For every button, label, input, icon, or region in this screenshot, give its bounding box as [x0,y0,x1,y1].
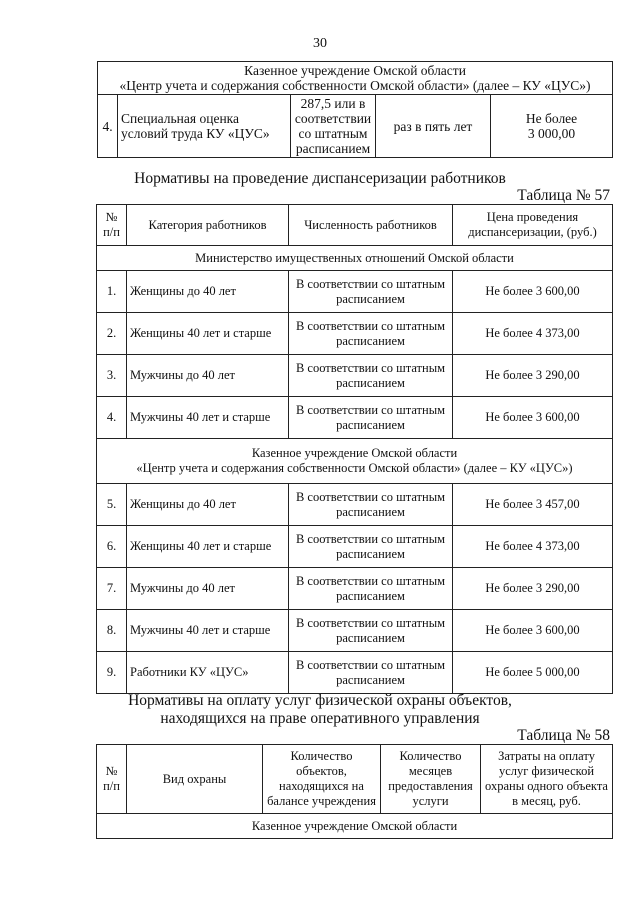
row-category: Женщины 40 лет и старше [127,526,289,568]
row-price: Не более 3 000,00 [491,95,613,158]
row-price: Не более 5 000,00 [453,652,613,694]
table-row [97,271,613,313]
row-count: В соответствии со штатным расписанием [289,355,453,397]
table-row [97,652,613,694]
row-price: Не более 3 457,00 [453,484,613,526]
table-row [97,355,613,397]
table-58-label: Таблица № 58 [517,727,610,744]
row-number: 4. [97,397,127,439]
header-count: Численность работников [289,205,453,246]
row-price: Не более 4 373,00 [453,313,613,355]
row-number: 4. [98,95,118,158]
page-number: 30 [313,36,327,51]
row-category: Женщины 40 лет и старше [127,313,289,355]
table-org-row [97,246,613,271]
table-row [97,484,613,526]
row-number: 7. [97,568,127,610]
row-category: Женщины до 40 лет [127,271,289,313]
row-category: Работники КУ «ЦУС» [127,652,289,694]
header-months: Количество месяцев предоставления услуги [381,745,481,814]
row-count: В соответствии со штатным расписанием [289,526,453,568]
row-price: Не более 4 373,00 [453,526,613,568]
org-name: Казенное учреждение Омской области [97,814,613,839]
row-number: 6. [97,526,127,568]
row-number: 3. [97,355,127,397]
row-price: Не более 3 600,00 [453,610,613,652]
table-header-row [97,745,613,814]
row-number: 9. [97,652,127,694]
row-name: Специальная оценка условий труда КУ «ЦУС» [118,95,291,158]
row-number: 8. [97,610,127,652]
table-row [97,610,613,652]
row-price: Не более 3 290,00 [453,355,613,397]
row-count: В соответствии со штатным расписанием [289,313,453,355]
row-number: 2. [97,313,127,355]
row-category: Мужчины до 40 лет [127,568,289,610]
row-count: В соответствии со штатным расписанием [289,484,453,526]
table-57-label: Таблица № 57 [517,187,610,204]
row-count: В соответствии со штатным расписанием [289,271,453,313]
row-category: Мужчины до 40 лет [127,355,289,397]
row-period: раз в пять лет [376,95,491,158]
table-58 [96,744,613,839]
table-row [97,397,613,439]
table-57 [96,204,613,694]
table-org-row [97,439,613,484]
row-count: В соответствии со штатным расписанием [289,610,453,652]
header-type: Вид охраны [127,745,263,814]
row-count: В соответствии со штатным расписанием [289,652,453,694]
section-58-title-line2: находящихся на праве оперативного управления [160,710,480,727]
section-57-title: Нормативы на проведение диспансеризации работников [134,170,506,187]
row-price: Не более 3 290,00 [453,568,613,610]
row-price: Не более 3 600,00 [453,271,613,313]
org-name: Казенное учреждение Омской области «Центр учета и содержания собственности Омской области» (далее – КУ «ЦУС») [98,62,613,95]
table-org-row [98,62,613,95]
row-category: Мужчины 40 лет и старше [127,397,289,439]
header-cost: Затраты на оплату услуг физической охраны одного объекта в месяц, руб. [481,745,613,814]
header-num: № п/п [97,745,127,814]
table-row [98,95,613,158]
row-category: Мужчины 40 лет и старше [127,610,289,652]
table-header-row [97,205,613,246]
row-count: В соответствии со штатным расписанием [289,397,453,439]
row-number: 1. [97,271,127,313]
org-kucus: Казенное учреждение Омской области «Центр учета и содержания собственности Омской области» (далее – КУ «ЦУС») [97,439,613,484]
row-count: В соответствии со штатным расписанием [289,568,453,610]
table-special-assessment [97,61,613,158]
table-row [97,313,613,355]
table-row [97,526,613,568]
row-number: 5. [97,484,127,526]
row-count: 287,5 или в соответствии со штатным расписанием [291,95,376,158]
row-price: Не более 3 600,00 [453,397,613,439]
header-category: Категория работников [127,205,289,246]
table-row [97,568,613,610]
header-num: № п/п [97,205,127,246]
header-price: Цена проведения диспансеризации, (руб.) [453,205,613,246]
section-58-title-line1: Нормативы на оплату услуг физической охраны объектов, [128,692,512,709]
header-objects: Количество объектов, находящихся на балансе учреждения [263,745,381,814]
table-org-row [97,814,613,839]
row-category: Женщины до 40 лет [127,484,289,526]
org-ministry: Министерство имущественных отношений Омской области [97,246,613,271]
